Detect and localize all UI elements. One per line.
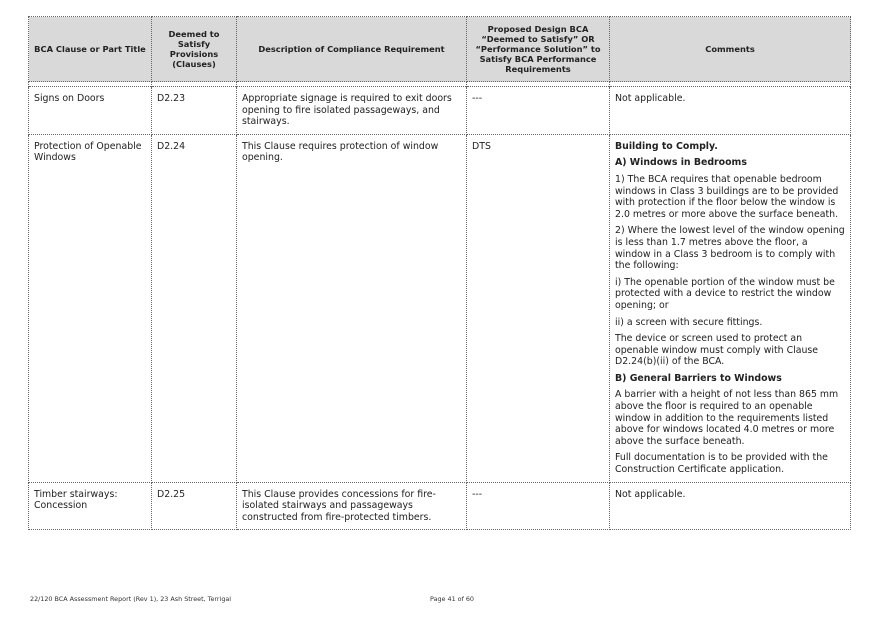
row-description: This Clause provides concessions for fire-isolated stairways and passageways constructed from fire-protected timbers. (237, 482, 467, 530)
table-row (29, 482, 851, 530)
row-description: This Clause requires protection of window opening. (237, 134, 467, 482)
comment-paragraph: 1) The BCA requires that openable bedroom windows in Class 3 buildings are to be provided with protection if the floor below the window is 2.0 metres or more above the surface beneath. (615, 173, 839, 220)
compliance-table (28, 16, 851, 530)
row-clause: D2.23 (152, 87, 237, 135)
header-comments: Comments (610, 17, 851, 82)
header-bca-clause: BCA Clause or Part Title (29, 17, 152, 82)
footer-page-number: Page 41 of 60 (430, 595, 474, 603)
comment-paragraph: A barrier with a height of not less than 865 mm above the floor is required to an openable window in addition to the requirements listed above for windows located 4.0 metres or more above the surface beneath. (615, 389, 839, 447)
table-row (29, 87, 851, 135)
comment-heading: B) General Barriers to Windows (615, 372, 782, 384)
row-clause: D2.25 (152, 482, 237, 530)
header-proposed-design: Proposed Design BCA “Deemed to Satisfy” OR “Performance Solution” to Satisfy BCA Performance Requirements (467, 17, 610, 82)
row-proposed: --- (467, 87, 610, 135)
row-description: Appropriate signage is required to exit doors opening to fire isolated passageways, and stairways. (237, 87, 467, 135)
comment-paragraph: The device or screen used to protect an openable window must comply with Clause D2.24(b)(ii) of the BCA. (615, 333, 819, 368)
comment-heading: Building to Comply. (615, 140, 718, 152)
comment-paragraph: ii) a screen with secure fittings. (615, 316, 763, 328)
row-comments (610, 87, 851, 135)
footer-report-reference: 22/120 BCA Assessment Report (Rev 1), 23 Ash Street, Terrigal (30, 595, 232, 603)
table-header-row (29, 17, 851, 82)
table-row (29, 134, 851, 482)
row-title: Signs on Doors (29, 87, 152, 135)
row-proposed: DTS (467, 134, 610, 482)
row-comments (610, 134, 851, 482)
header-description: Description of Compliance Requirement (237, 17, 467, 82)
document-page (28, 16, 850, 530)
comment-heading: A) Windows in Bedrooms (615, 157, 747, 169)
row-title: Timber stairways: Concession (29, 482, 152, 530)
row-clause: D2.24 (152, 134, 237, 482)
comment-paragraph: Full documentation is to be provided with the Construction Certificate application. (615, 452, 828, 476)
comment-paragraph: 2) Where the lowest level of the window opening is less than 1.7 metres above the floor, a window in a Class 3 bedroom is to comply with the following: (615, 225, 845, 272)
row-title: Protection of Openable Windows (29, 134, 152, 482)
comment-paragraph: Not applicable. (615, 93, 686, 104)
comment-paragraph: Not applicable. (615, 488, 686, 500)
comment-paragraph: i) The openable portion of the window must be protected with a device to restrict the window opening; or (615, 276, 835, 311)
header-dts-provisions: Deemed to Satisfy Provisions (Clauses) (152, 17, 237, 82)
row-proposed: --- (467, 482, 610, 530)
row-comments (610, 482, 851, 530)
